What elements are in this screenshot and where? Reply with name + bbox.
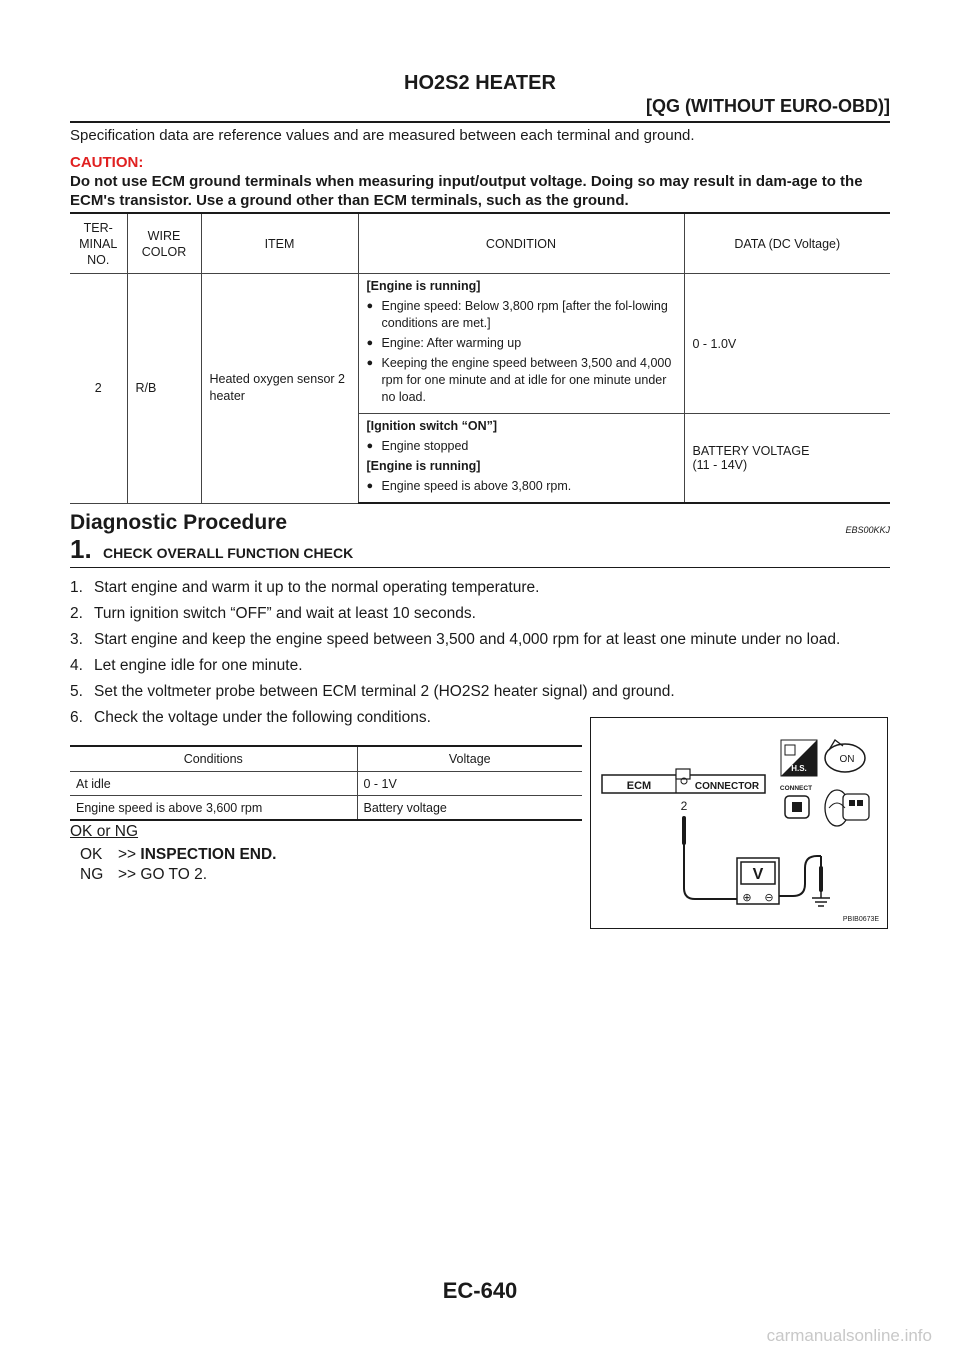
section-code: EBS00KKJ bbox=[845, 525, 890, 535]
header-data: DATA (DC Voltage) bbox=[684, 213, 890, 274]
condition-running bbox=[358, 274, 684, 414]
hs-label: H.S. bbox=[791, 764, 807, 773]
voltage-table bbox=[70, 745, 582, 821]
condition-bullet: ● Engine speed is above 3,800 rpm. bbox=[367, 478, 676, 495]
item-name: Heated oxygen sensor 2 heater bbox=[201, 274, 358, 504]
header-item: ITEM bbox=[201, 213, 358, 274]
ok-ng-label: OK or NG bbox=[70, 823, 139, 840]
condition-heading: [Engine is running] bbox=[366, 459, 481, 473]
header-condition: CONDITION bbox=[358, 213, 684, 274]
step-number: 1. bbox=[70, 534, 92, 564]
section-title: Diagnostic Procedure bbox=[70, 511, 288, 534]
condition-heading: [Ignition switch “ON”] bbox=[366, 419, 498, 433]
page-title: HO2S2 HEATER bbox=[404, 72, 556, 94]
list-item: 3. Start engine and keep the engine speed between 3,500 and 4,000 rpm for at least one minute under no load. bbox=[70, 631, 841, 648]
caution-heading: CAUTION: bbox=[70, 154, 144, 171]
header-wire-color: WIRE COLOR bbox=[127, 213, 201, 274]
condition-heading: [Engine is running] bbox=[366, 279, 481, 293]
connect-label: CONNECT bbox=[779, 785, 813, 792]
ng-result: NG >> GO TO 2. bbox=[80, 866, 208, 883]
list-item: 2. Turn ignition switch “OFF” and wait at least 10 seconds. bbox=[70, 605, 476, 622]
caution-text: Do not use ECM ground terminals when measuring input/output voltage. Doing so may result in dam-age to the ECM's transistor. Use a ground other than ECM terminals, such as the ground. bbox=[70, 173, 863, 209]
condition-bullet: ● Keeping the engine speed between 3,500 and 4,000 rpm for one minute and at idle for one minute under no load. bbox=[367, 355, 676, 406]
condition-bullet: ● Engine speed: Below 3,800 rpm [after the fol-lowing conditions are met.] bbox=[367, 298, 676, 332]
condition-bullet: ● Engine stopped bbox=[367, 438, 676, 455]
minus-icon: ⊖ bbox=[764, 891, 774, 904]
data-value: 0 - 1.0V bbox=[684, 274, 890, 414]
intro-text: Specification data are reference values and are measured between each terminal and ground. bbox=[70, 127, 695, 144]
voltmeter-label: V bbox=[752, 866, 764, 883]
list-item: 6. Check the voltage under the following conditions. bbox=[70, 709, 431, 726]
data-value: BATTERY VOLTAGE (11 - 14V) bbox=[684, 414, 890, 504]
procedure-steps bbox=[70, 577, 890, 733]
watermark: carmanualsonline.info bbox=[766, 1326, 932, 1345]
list-item: 1. Start engine and warm it up to the normal operating temperature. bbox=[70, 579, 540, 596]
on-label: ON bbox=[839, 754, 855, 765]
plus-icon: ⊕ bbox=[742, 891, 752, 904]
figure-code: PBIB0673E bbox=[842, 916, 880, 923]
voltmeter-figure bbox=[590, 717, 888, 929]
header-terminal: TER- MINAL NO. bbox=[70, 213, 127, 274]
step-title: CHECK OVERALL FUNCTION CHECK bbox=[103, 545, 354, 561]
page-number: EC-640 bbox=[442, 1278, 518, 1303]
connector-label: CONNECTOR bbox=[694, 781, 760, 792]
step-rule bbox=[70, 567, 890, 568]
ecm-label: ECM bbox=[626, 780, 652, 792]
page-subtitle: [QG (WITHOUT EURO-OBD)] bbox=[646, 96, 890, 116]
header-rule bbox=[70, 121, 890, 123]
ok-result: OK >> INSPECTION END. bbox=[80, 846, 277, 863]
terminal-label: 2 bbox=[680, 799, 688, 813]
wiring-diagram bbox=[591, 718, 887, 928]
table-row: Engine speed is above 3,600 rpm Battery voltage bbox=[70, 796, 582, 821]
condition-ignition bbox=[358, 414, 684, 504]
header-conditions: Conditions bbox=[70, 746, 357, 772]
header-voltage: Voltage bbox=[357, 746, 582, 772]
terminal-number: 2 bbox=[70, 274, 127, 504]
wire-color: R/B bbox=[127, 274, 201, 504]
table-row: At idle 0 - 1V bbox=[70, 772, 582, 796]
terminal-spec-table bbox=[70, 212, 890, 504]
list-item: 5. Set the voltmeter probe between ECM terminal 2 (HO2S2 heater signal) and ground. bbox=[70, 683, 675, 700]
condition-bullet: ● Engine: After warming up bbox=[367, 335, 676, 352]
list-item: 4. Let engine idle for one minute. bbox=[70, 657, 303, 674]
